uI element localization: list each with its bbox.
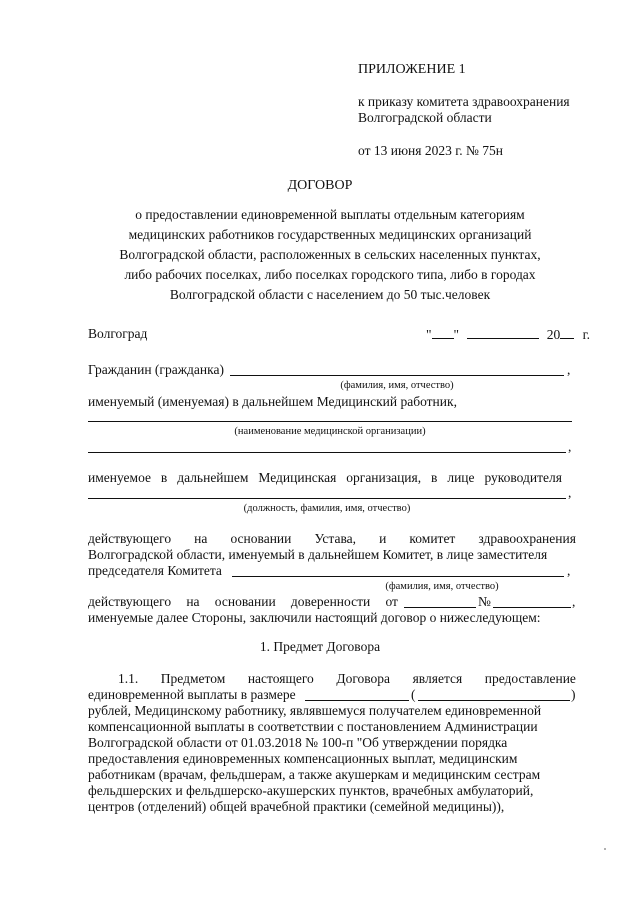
comma: ,: [572, 594, 576, 609]
hint-fio: (фамилия, имя, отчество): [340, 380, 454, 391]
order-reference: к приказу комитета здравоохранения: [358, 94, 570, 109]
clause-line: рублей, Медицинскому работнику, являвшемуся получателем единовременной: [88, 703, 542, 718]
document-title: ДОГОВОР: [287, 178, 353, 193]
scan-speck: [604, 848, 606, 850]
amount-label: единовременной выплаты в размере: [88, 687, 296, 702]
proxy-number-line[interactable]: [493, 607, 571, 608]
title-line: о предоставлении единовременной выплаты отдельным категориям: [135, 207, 525, 222]
title-line: медицинских работников государственных медицинских организаций: [128, 227, 532, 242]
clause-line: Волгоградской области от 01.03.2018 № 100-п "Об утверждении порядка: [88, 735, 508, 750]
appendix-label: ПРИЛОЖЕНИЕ 1: [358, 62, 466, 77]
comma: ,: [567, 563, 571, 578]
clause-1-1-first-line: 1.1. Предметом настоящего Договора является предоставление: [118, 671, 576, 686]
section-heading: 1. Предмет Договора: [259, 639, 381, 654]
order-date: от 13 июня 2023 г. № 75н: [358, 143, 503, 158]
clause-line: центров (отделений) общей врачебной практики (семейной медицины)),: [88, 799, 505, 814]
worker-line: именуемый (именуемая) в дальнейшем Медицинский работник,: [88, 394, 457, 409]
chairman-label: председателя Комитета: [88, 563, 222, 578]
org-represented-line: именуемое в дальнейшем Медицинская организация, в лице руководителя: [88, 470, 562, 485]
org-name-line[interactable]: [88, 421, 572, 422]
org-name-line-2[interactable]: [88, 452, 566, 453]
amount-words-line[interactable]: [418, 700, 570, 701]
head-position-line[interactable]: [88, 498, 566, 499]
date-field: " " 20 г.: [426, 327, 591, 342]
amount-figure-line[interactable]: [305, 700, 409, 701]
proxy-line: действующего на основании доверенности от: [88, 594, 398, 609]
title-line: Волгоградской области, расположенных в сельских населенных пунктах,: [119, 247, 541, 262]
clause-line: предоставления единовременных компенсационных выплат, медицинским: [88, 751, 518, 766]
title-line: Волгоградской области с населением до 50 тыс.человек: [169, 287, 491, 302]
comma: ,: [568, 485, 572, 500]
deputy-name-line[interactable]: [232, 576, 564, 577]
comma: ,: [567, 362, 571, 377]
number-sign: №: [478, 594, 491, 609]
citizen-label: Гражданин (гражданка): [88, 362, 224, 377]
hint-position: (должность, фамилия, имя, отчество): [243, 503, 411, 514]
city: Волгоград: [88, 326, 148, 341]
comma: ,: [568, 439, 572, 454]
committee-line: Волгоградской области, именуемый в дальнейшем Комитет, в лице заместителя: [88, 547, 548, 562]
clause-line: фельдшерских и фельдшерско-акушерских пунктов, врачебных амбулаторий,: [88, 783, 534, 798]
clause-line: работникам (врачам, фельдшерам, а также акушеркам и медицинским сестрам: [88, 767, 541, 782]
order-region: Волгоградской области: [358, 110, 492, 125]
hint-org: (наименование медицинской организации): [234, 426, 426, 437]
paren-open: (: [411, 687, 416, 702]
basis-line: действующего на основании Устава, и комитет здравоохранения: [88, 531, 576, 546]
proxy-date-line[interactable]: [404, 607, 476, 608]
agreement-line: именуемые далее Стороны, заключили настоящий договор о нижеследующем:: [88, 610, 541, 625]
hint-fio-deputy: (фамилия, имя, отчество): [385, 581, 499, 592]
citizen-name-line[interactable]: [230, 375, 564, 376]
title-line: либо рабочих поселках, либо поселках городского типа, либо в городах: [124, 267, 536, 282]
paren-close: ): [571, 687, 576, 702]
clause-line: компенсационной выплаты в соответствии с постановлением Администрации: [88, 719, 538, 734]
